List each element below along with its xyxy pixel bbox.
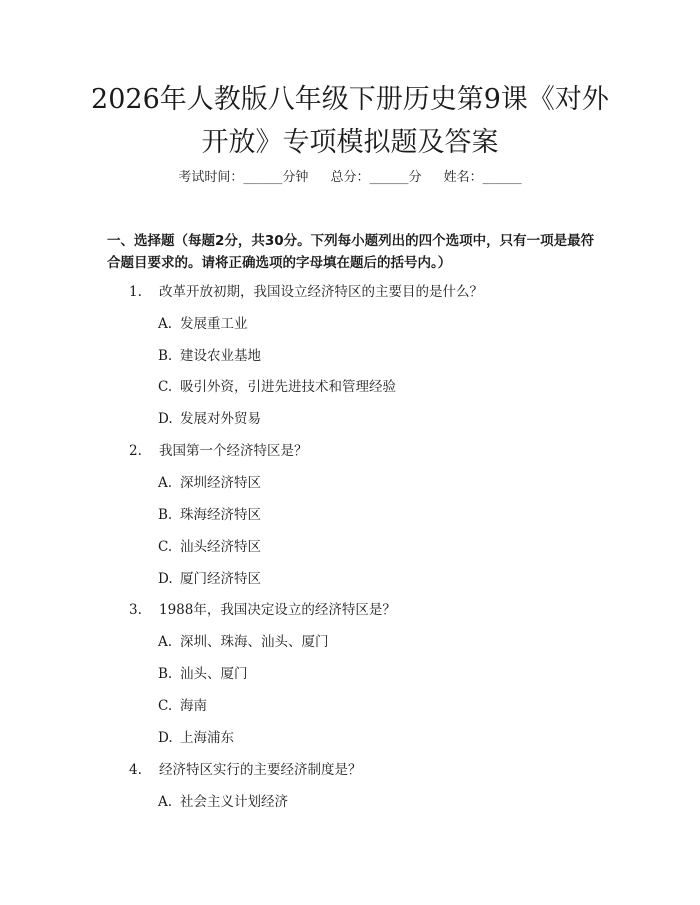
- option-3c: [158, 697, 207, 715]
- option-text: 汕头经济特区: [180, 539, 261, 555]
- option-letter: C.: [158, 539, 173, 555]
- question-3: [129, 601, 396, 619]
- option-letter: C.: [158, 698, 173, 714]
- option-letter: C.: [158, 379, 173, 395]
- option-2d: [158, 570, 261, 588]
- option-letter: B.: [158, 666, 173, 682]
- option-letter: A.: [158, 316, 173, 332]
- option-text: 发展对外贸易: [180, 411, 261, 427]
- option-letter: D.: [158, 571, 173, 587]
- question-number: 1.: [129, 284, 142, 300]
- option-text: 海南: [180, 698, 207, 714]
- exam-meta: [0, 168, 700, 188]
- option-text: 深圳经济特区: [180, 475, 261, 491]
- option-text: 吸引外资，引进先进技术和管理经验: [180, 379, 396, 395]
- question-text: 改革开放初期，我国设立经济特区的主要目的是什么？: [159, 284, 483, 300]
- option-text: 发展重工业: [180, 316, 248, 332]
- option-text: 深圳、珠海、汕头、厦门: [180, 634, 329, 650]
- option-1d: [158, 410, 261, 428]
- question-text: 我国第一个经济特区是？: [159, 443, 308, 459]
- question-text: 1988年，我国决定设立的经济特区是？: [159, 602, 396, 618]
- option-1a: [158, 315, 248, 333]
- option-2c: [158, 538, 261, 556]
- question-1: [129, 283, 483, 301]
- question-number: 3.: [129, 602, 142, 618]
- option-letter: B.: [158, 348, 173, 364]
- exam-time-field: 考试时间：______分钟: [178, 170, 309, 185]
- option-2a: [158, 474, 261, 492]
- option-1c: [158, 378, 396, 396]
- option-text: 上海浦东: [180, 730, 234, 746]
- option-4a: [158, 793, 288, 811]
- section-heading: 一、选择题（每题2分，共30分。下列每小题列出的四个选项中，只有一项是最符合题目要求的。请将正确选项的字母填在题后的括号内。）: [107, 233, 595, 271]
- question-4: [129, 761, 362, 779]
- question-2: [129, 442, 308, 460]
- title-line-2: 开放》专项模拟题及答案: [201, 127, 499, 158]
- option-letter: A.: [158, 634, 173, 650]
- option-3b: [158, 665, 248, 683]
- option-3d: [158, 729, 234, 747]
- option-letter: D.: [158, 411, 173, 427]
- option-text: 厦门经济特区: [180, 571, 261, 587]
- title-line-1: 2026年人教版八年级下册历史第9课《对外: [91, 84, 609, 115]
- option-text: 建设农业基地: [180, 348, 261, 364]
- option-text: 珠海经济特区: [180, 507, 261, 523]
- question-text: 经济特区实行的主要经济制度是？: [159, 762, 362, 778]
- option-letter: A.: [158, 475, 173, 491]
- option-3a: [158, 633, 329, 651]
- option-letter: B.: [158, 507, 173, 523]
- document-title: [60, 78, 640, 164]
- student-name-field: 姓名：______: [443, 170, 522, 185]
- option-letter: A.: [158, 794, 173, 810]
- option-text: 汕头、厦门: [180, 666, 248, 682]
- option-2b: [158, 506, 261, 524]
- total-score-field: 总分：______分: [330, 170, 422, 185]
- option-letter: D.: [158, 730, 173, 746]
- option-1b: [158, 347, 261, 365]
- option-text: 社会主义计划经济: [180, 794, 288, 810]
- question-number: 4.: [129, 762, 142, 778]
- question-number: 2.: [129, 443, 142, 459]
